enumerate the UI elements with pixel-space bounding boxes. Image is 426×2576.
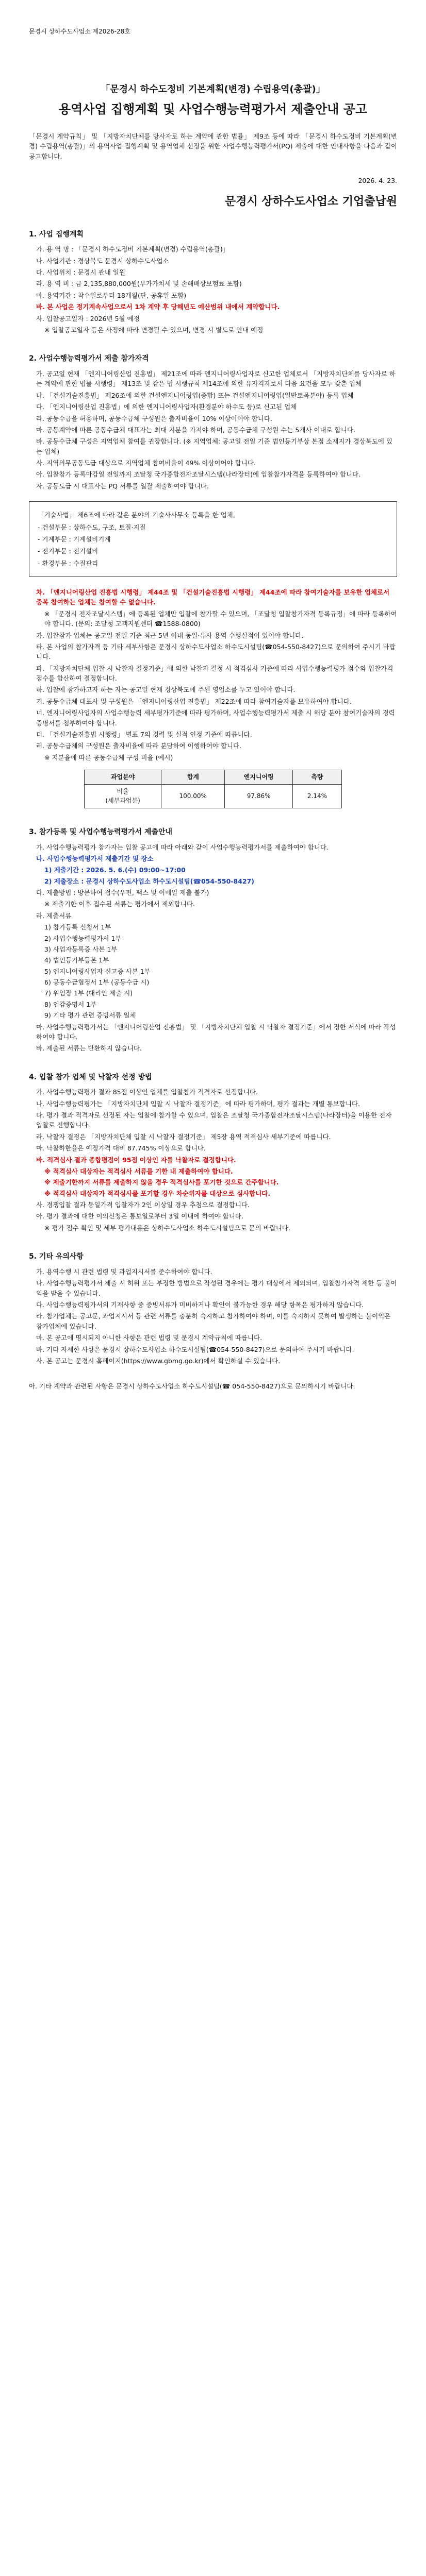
list-item: 2) 제출장소 : 문경시 상하수도사업소 하수도시설팀(☎054-550-8427)	[44, 877, 255, 885]
list-item: ※ 제출기한 이후 접수된 서류는 평가에서 제외합니다.	[44, 900, 195, 908]
section-heading: 4. 입찰 참가 업체 및 낙찰자 선정 방법	[29, 1073, 152, 1081]
list-item: 가. 용역수행 시 관련 법령 및 과업지시서를 준수하여야 합니다.	[36, 1267, 212, 1276]
list-item: 3) 사업자등록증 사본 1부	[44, 945, 118, 953]
list-item: 하. 입찰에 참가하고자 하는 자는 공고일 현재 경상북도에 주된 영업소를 두고 있어야 합니다.	[36, 686, 296, 694]
list-item: 라. 용 역 비 : 금 2,135,880,000원(부가가치세 및 손해배상보험료 포함)	[36, 280, 242, 288]
list-item: 마. 공동계약에 따른 공동수급체 대표자는 최대 지분을 가져야 하며, 공동수급체 구성원 수는 5개사 이내로 합니다.	[36, 426, 355, 434]
list-item: 러. 공동수급체의 구성원은 출자비율에 따라 분담하여 이행하여야 합니다.	[36, 742, 242, 750]
list-item: 바. 제출된 서류는 반환하지 않습니다.	[36, 1044, 142, 1053]
list-item: 바. 적격심사 결과 종합평점이 95점 이상인 자를 낙찰자로 결정합니다.	[36, 1156, 236, 1164]
list-item: 더. 「건설기술진흥법 시행령」 별표 7의 경력 및 실적 인정 기준에 따릅니다.	[36, 730, 252, 738]
list-item: 파. 「지방자치단체 입찰 시 낙찰자 결정기준」에 의한 낙찰자 결정 시 적격심사 기준에 따라 사업수행능력평가 점수와 입찰가격 점수를 합산하여 결정합니다.	[36, 664, 394, 683]
table-row	[85, 784, 342, 808]
box-item: 「기술사법」 제6조에 따라 같은 분야의 기술사사무소 등록을 한 업체,	[38, 511, 235, 519]
list-item: 1) 참가등록 신청서 1부	[44, 923, 111, 931]
list-item: 나. 사업수행능력평가서 제출 시 허위 또는 부정한 방법으로 작성된 경우에는 평가 대상에서 제외되며, 입찰참가자격 제한 등 불이익을 받을 수 있습니다.	[36, 1279, 397, 1297]
list-item: 타. 본 사업의 참가자격 등 기타 세부사항은 문경시 상하수도사업소 하수도시설팀(☎054-550-8427)으로 문의하여 주시기 바랍니다.	[36, 642, 396, 661]
list-item: ※ 「문경시 전자조달시스템」에 등록된 업체만 입찰에 참가할 수 있으며, 「조달청 입찰참가자격 등록규정」에 따라 등록하여야 합니다. (문의: 조달청 고객지원센터 ☎1588-0800)	[44, 609, 397, 628]
box-item: - 건설부문 : 상하수도, 구조, 토질·지질	[38, 523, 146, 531]
ratio-table	[84, 770, 342, 808]
list-item: ※ 적격심사 대상자가 적격심사를 포기할 경우 차순위자를 대상으로 심사합니다.	[44, 1189, 271, 1197]
section-heading: 3. 참가등록 및 사업수행능력평가서 제출안내	[29, 827, 172, 836]
table-cell: 100.00%	[161, 784, 225, 808]
list-item: 차. 「엔지니어링산업 진흥법 시행령」 제44조 및 「건설기술진흥법 시행령」 제44조에 따라 참여기술자를 보유한 업체로서 중복 참여하는 업체는 참여할 수 없습니다.	[36, 588, 390, 606]
table-header-cell: 과업분야	[85, 770, 161, 785]
list-item: 6) 공동수급협정서 1부 (공동수급 시)	[44, 978, 150, 987]
list-item: 거. 공동수급체 대표사 및 구성원은 「엔지니어링산업 진흥법」 제22조에 따라 참여기술자를 보유하여야 합니다.	[36, 697, 352, 705]
table-header-cell: 측량	[293, 770, 342, 785]
list-item: 라. 제출서류	[36, 911, 72, 920]
list-item: 사. 지역의무공동도급 대상으로 지역업체 참여비율이 49% 이상이어야 합니다.	[36, 459, 256, 467]
section-heading: 2. 사업수행능력평가서 제출 참가자격	[29, 354, 149, 363]
list-item: 라. 공동수급을 허용하며, 공동수급체 구성원은 출자비율이 10% 이상이어야 합니다.	[36, 414, 272, 422]
section-heading: 5. 기타 유의사항	[29, 1252, 84, 1261]
list-item: 마. 낙찰하한율은 예정가격 대비 87.745% 이상으로 합니다.	[36, 1144, 206, 1153]
list-item: 9) 기타 평가 관련 증빙서류 일체	[44, 1011, 136, 1020]
table-cell: 2.14%	[293, 784, 342, 808]
list-item: 5) 엔지니어링사업자 신고증 사본 1부	[44, 967, 151, 975]
title-block	[29, 82, 397, 119]
list-item: 8) 인감증명서 1부	[44, 1000, 97, 1008]
list-item: 마. 용역기간 : 착수일로부터 18개월(단, 공휴일 포함)	[36, 291, 187, 299]
list-item: ※ 입찰공고일자 등은 사정에 따라 변경될 수 있으며, 변경 시 별도로 안내 예정	[44, 326, 264, 334]
list-item: 다. 사업수행능력평가서의 기재사항 중 증빙서류가 미비하거나 확인이 불가능한 경우 해당 항목은 평가하지 않습니다.	[36, 1301, 364, 1309]
list-item: 마. 사업수행능력평가서는 「엔지니어링산업 진흥법」 및 「지방자치단체 입찰 시 낙찰자 결정기준」에서 정한 서식에 따라 작성하여야 합니다.	[36, 1023, 396, 1041]
list-item: 다. 사업위치 : 문경시 관내 일원	[36, 268, 125, 277]
box-item: - 환경부문 : 수질관리	[38, 559, 99, 567]
list-item: 다. 제출방법 : 방문하여 접수(우편, 팩스 및 이메일 제출 불가)	[36, 889, 209, 897]
list-item: 나. 사업수행능력평가서 제출기간 및 장소	[36, 854, 154, 862]
list-item: ※ 제출기한까지 서류를 제출하지 않을 경우 적격심사를 포기한 것으로 간주합니다.	[44, 1178, 279, 1187]
list-item: 다. 「엔지니어링산업 진흥법」에 의한 엔지니어링사업자(환경분야 하수도 등)로 신고된 업체	[36, 403, 297, 411]
intro-paragraph: 「문경시 계약규칙」 및 「지방자치단체를 당사자로 하는 계약에 관한 법률」 제9조 등에 따라 「문경시 하수도정비 기본계획(변경) 수립용역(총괄)」의 용역사업 집행계획 및 용역업체 선정을 위한 사업수행능력평가서(PQ) 제출에 대한 안내사항을 다음과 같이 공고합니다.	[29, 132, 397, 160]
list-item: ※ 평가 점수 확인 및 세부 평가내용은 상하수도사업소 하수도시설팀으로 문의 바랍니다.	[44, 1224, 290, 1232]
title-line-2: 용역사업 집행계획 및 사업수행능력평가서 제출안내 공고	[58, 101, 368, 116]
list-item: ※ 적격심사 대상자는 적격심사 서류를 기한 내 제출하여야 합니다.	[44, 1167, 233, 1175]
list-item: 사. 입찰공고일자 : 2026년 5월 예정	[36, 314, 140, 323]
sections-container	[29, 229, 397, 1366]
list-item: 7) 위임장 1부 (대리인 제출 시)	[44, 989, 133, 997]
title-line-1: 「문경시 하수도정비 기본계획(변경) 수립용역(총괄)」	[101, 84, 325, 95]
list-item: 바. 기타 자세한 사항은 문경시 상하수도사업소 하수도시설팀(☎054-550-8427)으로 문의하여 주시기 바랍니다.	[36, 1345, 354, 1353]
list-item: 나. 「건설기술진흥법」 제26조에 의한 건설엔지니어링업(종합) 또는 건설엔지니어링업(일반토목분야) 등록 업체	[36, 391, 354, 399]
list-item: 2) 사업수행능력평가서 1부	[44, 934, 122, 942]
list-item: 카. 입찰참가 업체는 공고일 전일 기준 최근 5년 이내 동일·유사 용역 수행실적이 있어야 합니다.	[36, 631, 304, 639]
list-item: 가. 용 역 명 : 「문경시 하수도정비 기본계획(변경) 수립용역(총괄)」	[36, 245, 230, 253]
list-item: 바. 본 사업은 정기계속사업으로서 1차 계약 후 당해년도 예산범위 내에서 계약합니다.	[36, 303, 280, 311]
list-item: 다. 평가 결과 적격자로 선정된 자는 입찰에 참가할 수 있으며, 입찰은 조달청 국가종합전자조달시스템(나라장터)을 이용한 전자입찰로 진행합니다.	[36, 1111, 392, 1129]
list-item: 라. 낙찰자 결정은 「지방자치단체 입찰 시 낙찰자 결정기준」 제5장 용역 적격심사 세부기준에 따릅니다.	[36, 1132, 331, 1141]
list-item: 자. 공동도급 시 대표사는 PQ 서류를 일괄 제출하여야 합니다.	[36, 482, 209, 490]
list-item: 가. 사업수행능력평가 참가자는 입찰 공고에 따라 아래와 같이 사업수행능력평가서를 제출하여야 합니다.	[36, 843, 329, 851]
list-item: 마. 본 공고에 명시되지 아니한 사항은 관련 법령 및 문경시 계약규칙에 따릅니다.	[36, 1334, 263, 1342]
list-item: 가. 공고일 현재 「엔지니어링산업 진흥법」 제21조에 따라 엔지니어링사업자로 신고한 업체로서 「지방자치단체를 당사자로 하는 계약에 관한 법률 시행령」 제13조 및 같은 법 시행규칙 제14조에 의한 유자격자로서 다음 요건을 모두 갖춘 업체	[36, 370, 396, 388]
list-item: 나. 사업기관 : 경상북도 문경시 상하수도사업소	[36, 257, 169, 265]
list-item: 나. 사업수행능력평가는 「지방자치단체 입찰 시 낙찰자 결정기준」에 따라 평가하며, 평가 결과는 개별 통보합니다.	[36, 1099, 360, 1108]
section-heading: 1. 사업 집행계획	[29, 230, 84, 239]
closing-text: 아. 기타 계약과 관련된 사항은 문경시 상하수도사업소 하수도시설팀(☎ 054-550-8427)으로 문의하시기 바랍니다.	[29, 1382, 355, 1391]
list-item: 너. 엔지니어링사업자의 사업수행능력 세부평가기준에 따라 평가하며, 사업수행능력평가서 제출 시 해당 분야 참여기술자의 경력증명서를 첨부하여야 합니다.	[36, 709, 395, 727]
list-item: 1) 제출기간 : 2026. 5. 6.(수) 09:00~17:00	[44, 866, 186, 874]
list-item: 바. 공동수급체 구성은 지역업체 참여를 권장합니다. (※ 지역업체: 공고일 전일 기준 법인등기부상 본점 소재지가 경상북도에 있는 업체)	[36, 437, 392, 455]
box-item: - 전기부문 : 전기설비	[38, 547, 99, 555]
list-item: 가. 사업수행능력평가 결과 85점 이상인 업체를 입찰참가 적격자로 선정합니다.	[36, 1088, 258, 1096]
notice-date: 2026. 4. 23.	[358, 177, 397, 185]
table-header-cell: 엔지니어링	[225, 770, 293, 785]
box-item: - 기계부문 : 기계설비기계	[38, 535, 111, 543]
issuer-name: 문경시 상하수도사업소 기업출납원	[224, 195, 397, 208]
table-header-cell: 합계	[161, 770, 225, 785]
list-item: 라. 참가업체는 공고문, 과업지시서 등 관련 서류를 충분히 숙지하고 참가하여야 하며, 이를 숙지하지 못하여 발생하는 불이익은 참가업체에 있습니다.	[36, 1312, 391, 1330]
list-item: 4) 법인등기부등본 1부	[44, 956, 109, 964]
info-box	[29, 501, 397, 577]
list-item: 사. 본 공고는 문경시 홈페이지(https://www.gbmg.go.kr)에서 확인하실 수 있습니다.	[36, 1357, 281, 1365]
list-item: 사. 경쟁입찰 결과 동일가격 입찰자가 2인 이상일 경우 추첨으로 결정합니다.	[36, 1201, 250, 1209]
list-item: 아. 평가 결과에 대한 이의신청은 통보일로부터 3일 이내에 하여야 합니다.	[36, 1212, 243, 1221]
list-item: 아. 입찰참가 등록마감일 전일까지 조달청 국가종합전자조달시스템(나라장터)에 입찰참가자격을 등록하여야 합니다.	[36, 470, 361, 479]
table-cell: 97.86%	[225, 784, 293, 808]
table-cell: 비율 (세부과업분)	[85, 784, 161, 808]
table-caption: ※ 지분율에 따른 공동수급체 구성 비율 (예시)	[44, 753, 173, 761]
doc-number: 문경시 상하수도사업소 제2026-28호	[29, 28, 130, 35]
